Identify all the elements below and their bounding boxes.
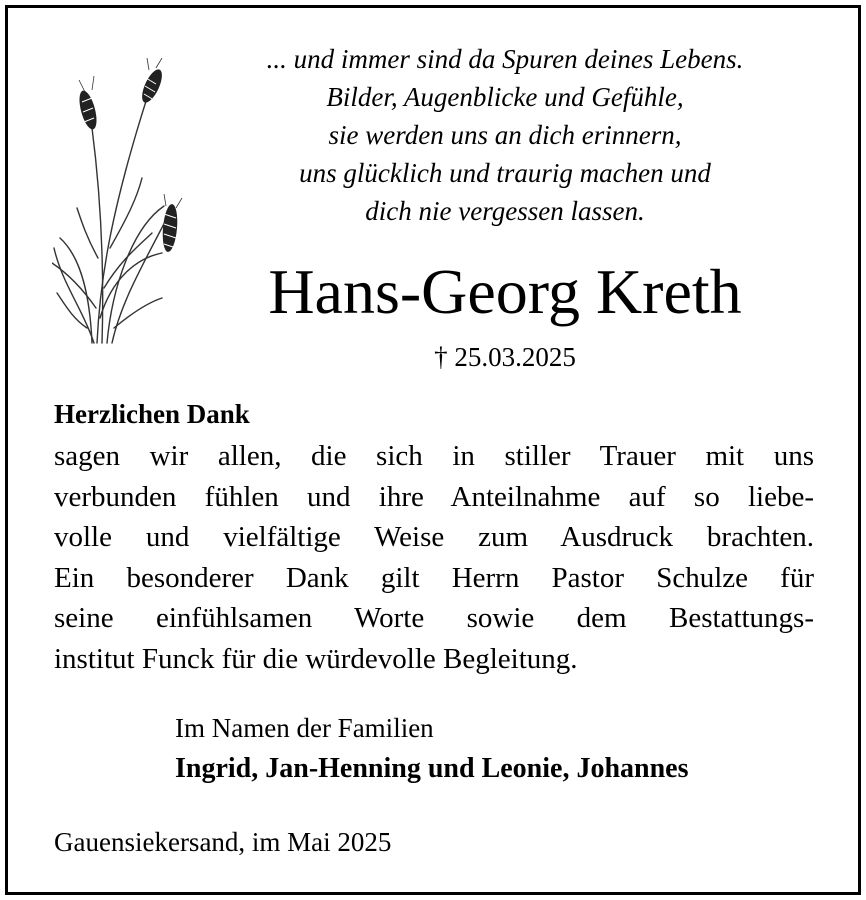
thanks-body — [54, 436, 814, 679]
poem-line: uns glücklich und traurig machen und — [299, 158, 711, 188]
poem-line: dich nie vergessen lassen. — [365, 196, 645, 226]
deceased-name: Hans-Georg Kreth — [268, 256, 742, 327]
place-date: Gauensiekersand, im Mai 2025 — [54, 827, 392, 857]
poem-line: Bilder, Augenblicke und Gefühle, — [326, 82, 684, 112]
family-names: Ingrid, Jan-Henning und Leonie, Johannes — [175, 753, 689, 784]
thanks-line: sagen wir allen, die sich in stiller Trauer mit uns — [54, 440, 814, 472]
thanks-heading: Herzlichen Dank — [54, 399, 250, 429]
poem-line: sie werden uns an dich erinnern, — [328, 120, 682, 150]
thanks-line: institut Funck für die würdevolle Begleitung. — [54, 642, 578, 675]
memorial-poem — [200, 40, 810, 230]
poem-line: ... und immer sind da Spuren deines Lebens. — [266, 44, 744, 74]
signoff-intro: Im Namen der Familien — [175, 713, 434, 743]
thanks-line: verbunden fühlen und ihre Anteilnahme auf so liebe- — [54, 480, 814, 513]
thanks-line: volle und vielfältige Weise zum Ausdruck brachten. — [54, 521, 814, 553]
thanks-line: Ein besonderer Dank gilt Herrn Pastor Schulze für — [54, 561, 814, 594]
thanks-line: seine einfühlsamen Worte sowie dem Bestattungs- — [54, 602, 814, 634]
wheat-icon — [52, 58, 197, 348]
death-date: † 25.03.2025 — [434, 342, 576, 372]
